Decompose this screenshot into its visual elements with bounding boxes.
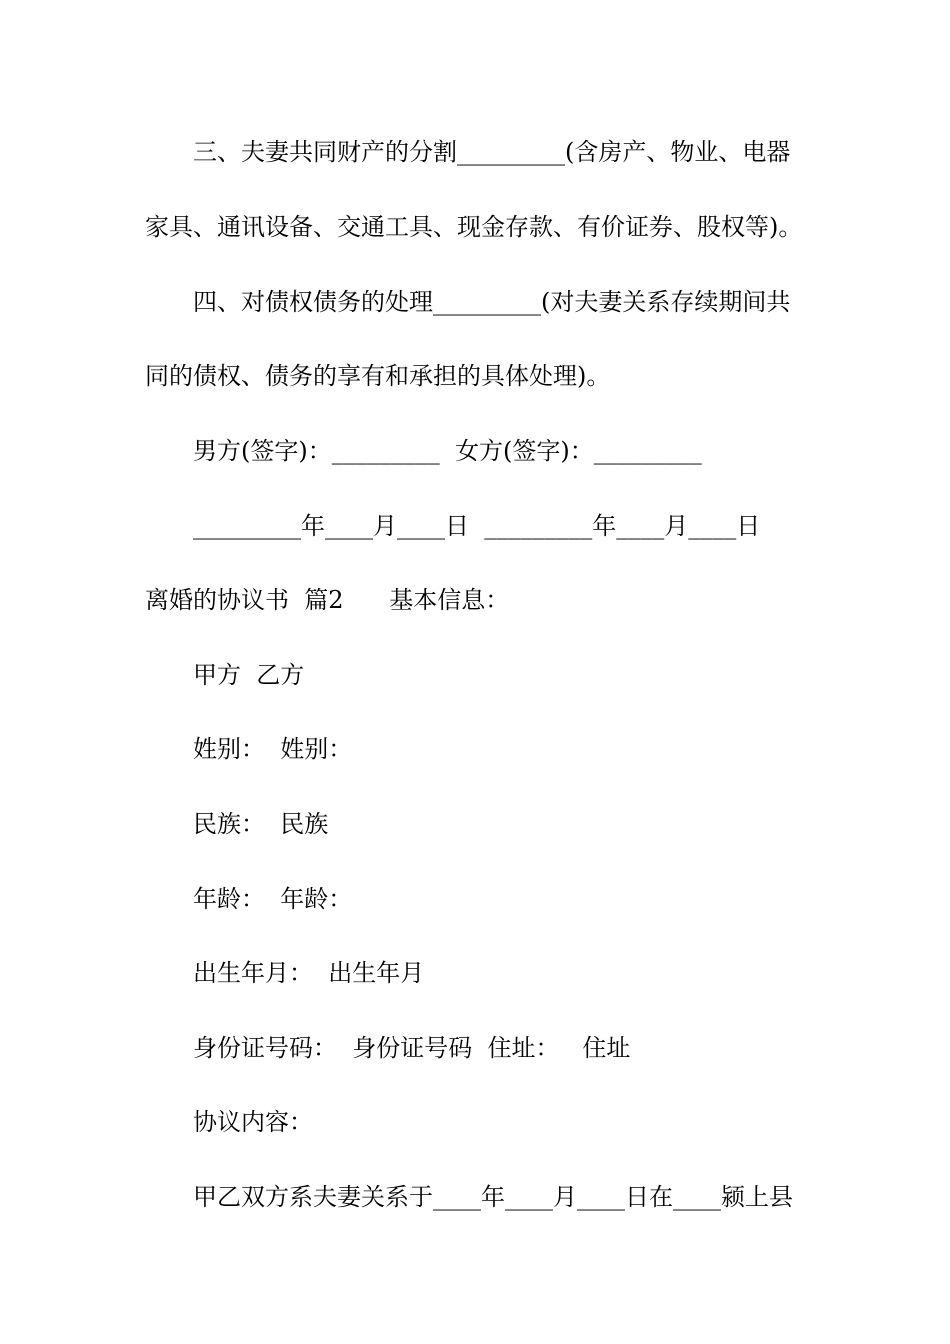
- date-line: _________年____月____日 _________年____月____日: [193, 512, 761, 540]
- age-line: 年龄： 年龄：: [193, 885, 353, 913]
- parties-line: 甲方 乙方: [193, 661, 305, 689]
- id-address-line: 身份证号码： 身份证号码 住址： 住址: [193, 1034, 631, 1062]
- gender-line: 姓别： 姓别：: [193, 735, 353, 763]
- paragraph-debt-handling-line-2: 同的债权、债务的享有和承担的具体处理)。: [145, 362, 611, 390]
- ethnicity-line: 民族： 民族: [193, 810, 329, 838]
- paragraph-property-division-line-2: 家具、通讯设备、交通工具、现金存款、有价证券、股权等)。: [145, 213, 803, 241]
- section-heading: 离婚的协议书 篇2 基本信息：: [145, 586, 510, 614]
- birth-date-line: 出生年月： 出生年月: [193, 959, 425, 987]
- signature-line: 男方(签字)：_________ 女方(签字)：_________: [193, 437, 702, 465]
- agreement-content-heading: 协议内容：: [193, 1108, 313, 1136]
- agreement-content-first-line: 甲乙双方系夫妻关系于____年____月____日在____颍上县: [193, 1183, 793, 1211]
- paragraph-property-division-line-1: 三、夫妻共同财产的分割_________(含房产、物业、电器: [193, 138, 791, 166]
- paragraph-debt-handling-line-1: 四、对债权债务的处理_________(对夫妻关系存续期间共: [193, 288, 791, 316]
